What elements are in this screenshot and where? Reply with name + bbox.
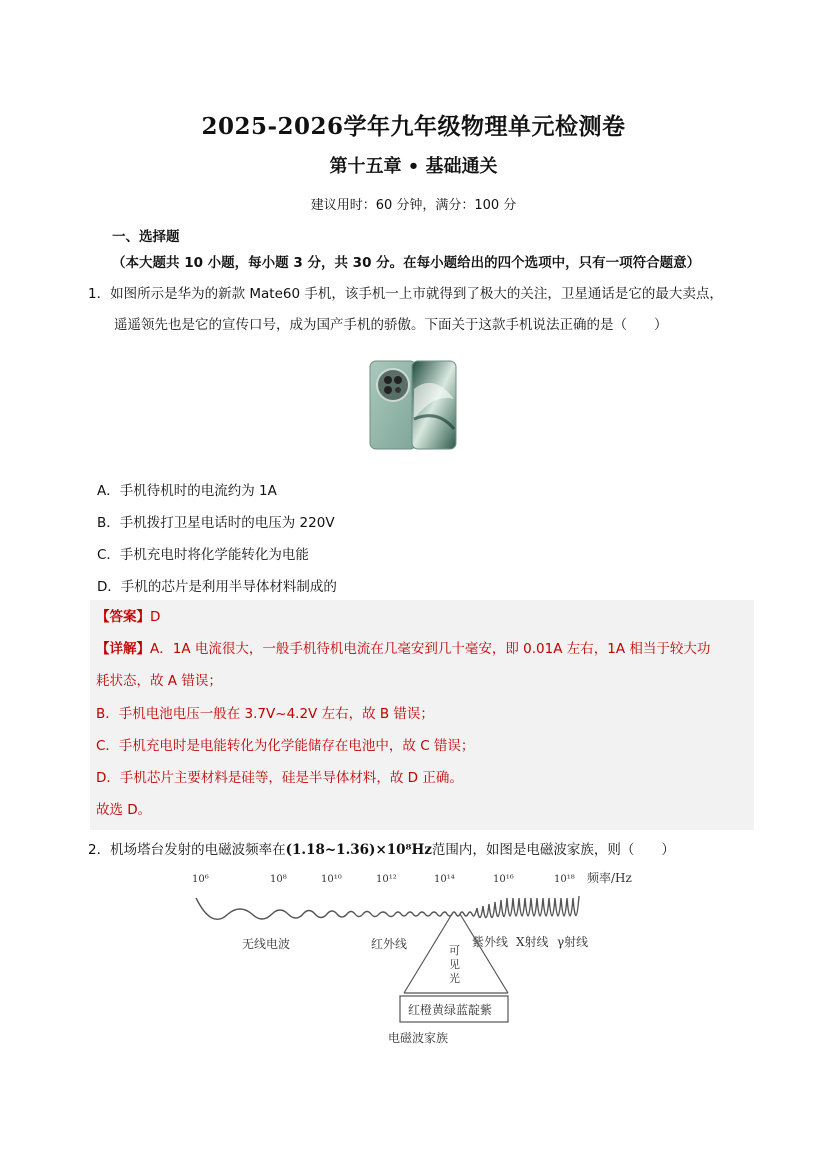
label-visible-2: 见 — [449, 958, 460, 971]
page-subtitle: 第十五章 • 基础通关 — [329, 156, 498, 177]
question-2-prefix: 2．机场塔台发射的电磁波频率在 — [88, 842, 286, 858]
label-ultraviolet: 紫外线 — [472, 935, 509, 949]
answer-label: 【答案】 — [96, 609, 150, 625]
section-heading — [112, 224, 762, 276]
detail-line-b: B．手机电池电压一般在 3.7V~4.2V 左右，故 B 错误； — [96, 706, 434, 722]
tick-label-1e8: 10⁸ — [270, 874, 287, 885]
visible-left-line — [404, 914, 452, 993]
label-colors: 红橙黄绿蓝靛紫 — [408, 1003, 493, 1017]
detail-line-a1 — [96, 634, 752, 665]
tick-label-1e18: 10¹⁸ — [554, 874, 575, 885]
tick-label-1e12: 10¹² — [376, 874, 397, 885]
wave-line — [196, 896, 579, 919]
question-1 — [88, 279, 756, 341]
detail-line-d: D．手机芯片主要材料是硅等，硅是半导体材料，故 D 正确。 — [96, 770, 463, 786]
tick-label-1e10: 10¹⁰ — [321, 874, 342, 885]
answer-value: D — [150, 609, 161, 625]
exam-meta: 建议用时：60 分钟，满分：100 分 — [310, 198, 517, 213]
label-infrared: 红外线 — [371, 937, 408, 951]
phone-image — [368, 359, 458, 451]
section-instructions: （本大题共 10 小题，每小题 3 分，共 30 分。在每小题给出的四个选项中，只有一项符合题意） — [112, 255, 701, 271]
detail-line-c: C．手机充电时是电能转化为化学能储存在电池中，故 C 错误； — [96, 738, 475, 754]
tick-label-1e14: 10¹⁴ — [434, 874, 455, 885]
label-radio-waves: 无线电波 — [242, 937, 291, 951]
em-spectrum-diagram — [190, 868, 650, 1048]
tick-label-1e6: 10⁶ — [192, 874, 209, 885]
question-1-option-a: A．手机待机时的电流约为 1A — [97, 483, 277, 499]
answer-line — [96, 602, 752, 633]
label-gamma: γ射线 — [557, 935, 589, 949]
diagram-caption: 电磁波家族 — [388, 1031, 449, 1045]
question-1-option-c: C．手机充电时将化学能转化为电能 — [97, 547, 309, 563]
question-1-line-2: 遥遥领先也是它的宣传口号，成为国产手机的骄傲。下面关于这款手机说法正确的是（ ） — [114, 317, 668, 333]
detail-label: 【详解】 — [96, 641, 150, 657]
detail-conclusion: 故选 D。 — [96, 802, 152, 818]
label-xray: X射线 — [516, 935, 549, 949]
tick-label-1e16: 10¹⁶ — [493, 874, 514, 885]
question-1-line-1: 1．如图所示是华为的新款 Mate60 手机，该手机一上市就得到了极大的关注，卫星通话是它的最大卖点， — [88, 286, 723, 302]
question-1-option-b: B．手机拨打卫星电话时的电压为 220V — [97, 515, 335, 531]
label-visible-1: 可 — [449, 944, 460, 957]
question-2-suffix: 范围内，如图是电磁波家族，则（ ） — [431, 842, 675, 858]
question-1-option-d: D．手机的芯片是利用半导体材料制成的 — [97, 579, 337, 595]
section-head: 一、选择题 — [112, 229, 180, 245]
detail-a-text: A．1A 电流很大，一般手机待机电流在几毫安到几十毫安，即 0.01A 左右，1A 相当于较大功 — [150, 641, 711, 657]
question-2-formula: (1.18~1.36)×10⁸Hz — [285, 842, 432, 858]
question-2 — [88, 835, 756, 866]
label-visible-3: 光 — [449, 972, 460, 985]
visible-right-line — [460, 914, 508, 993]
page-title: 2025-2026学年九年级物理单元检测卷 — [201, 113, 626, 140]
detail-line-a2: 耗状态，故 A 错误； — [96, 673, 222, 689]
axis-label: 频率/Hz — [587, 871, 632, 885]
